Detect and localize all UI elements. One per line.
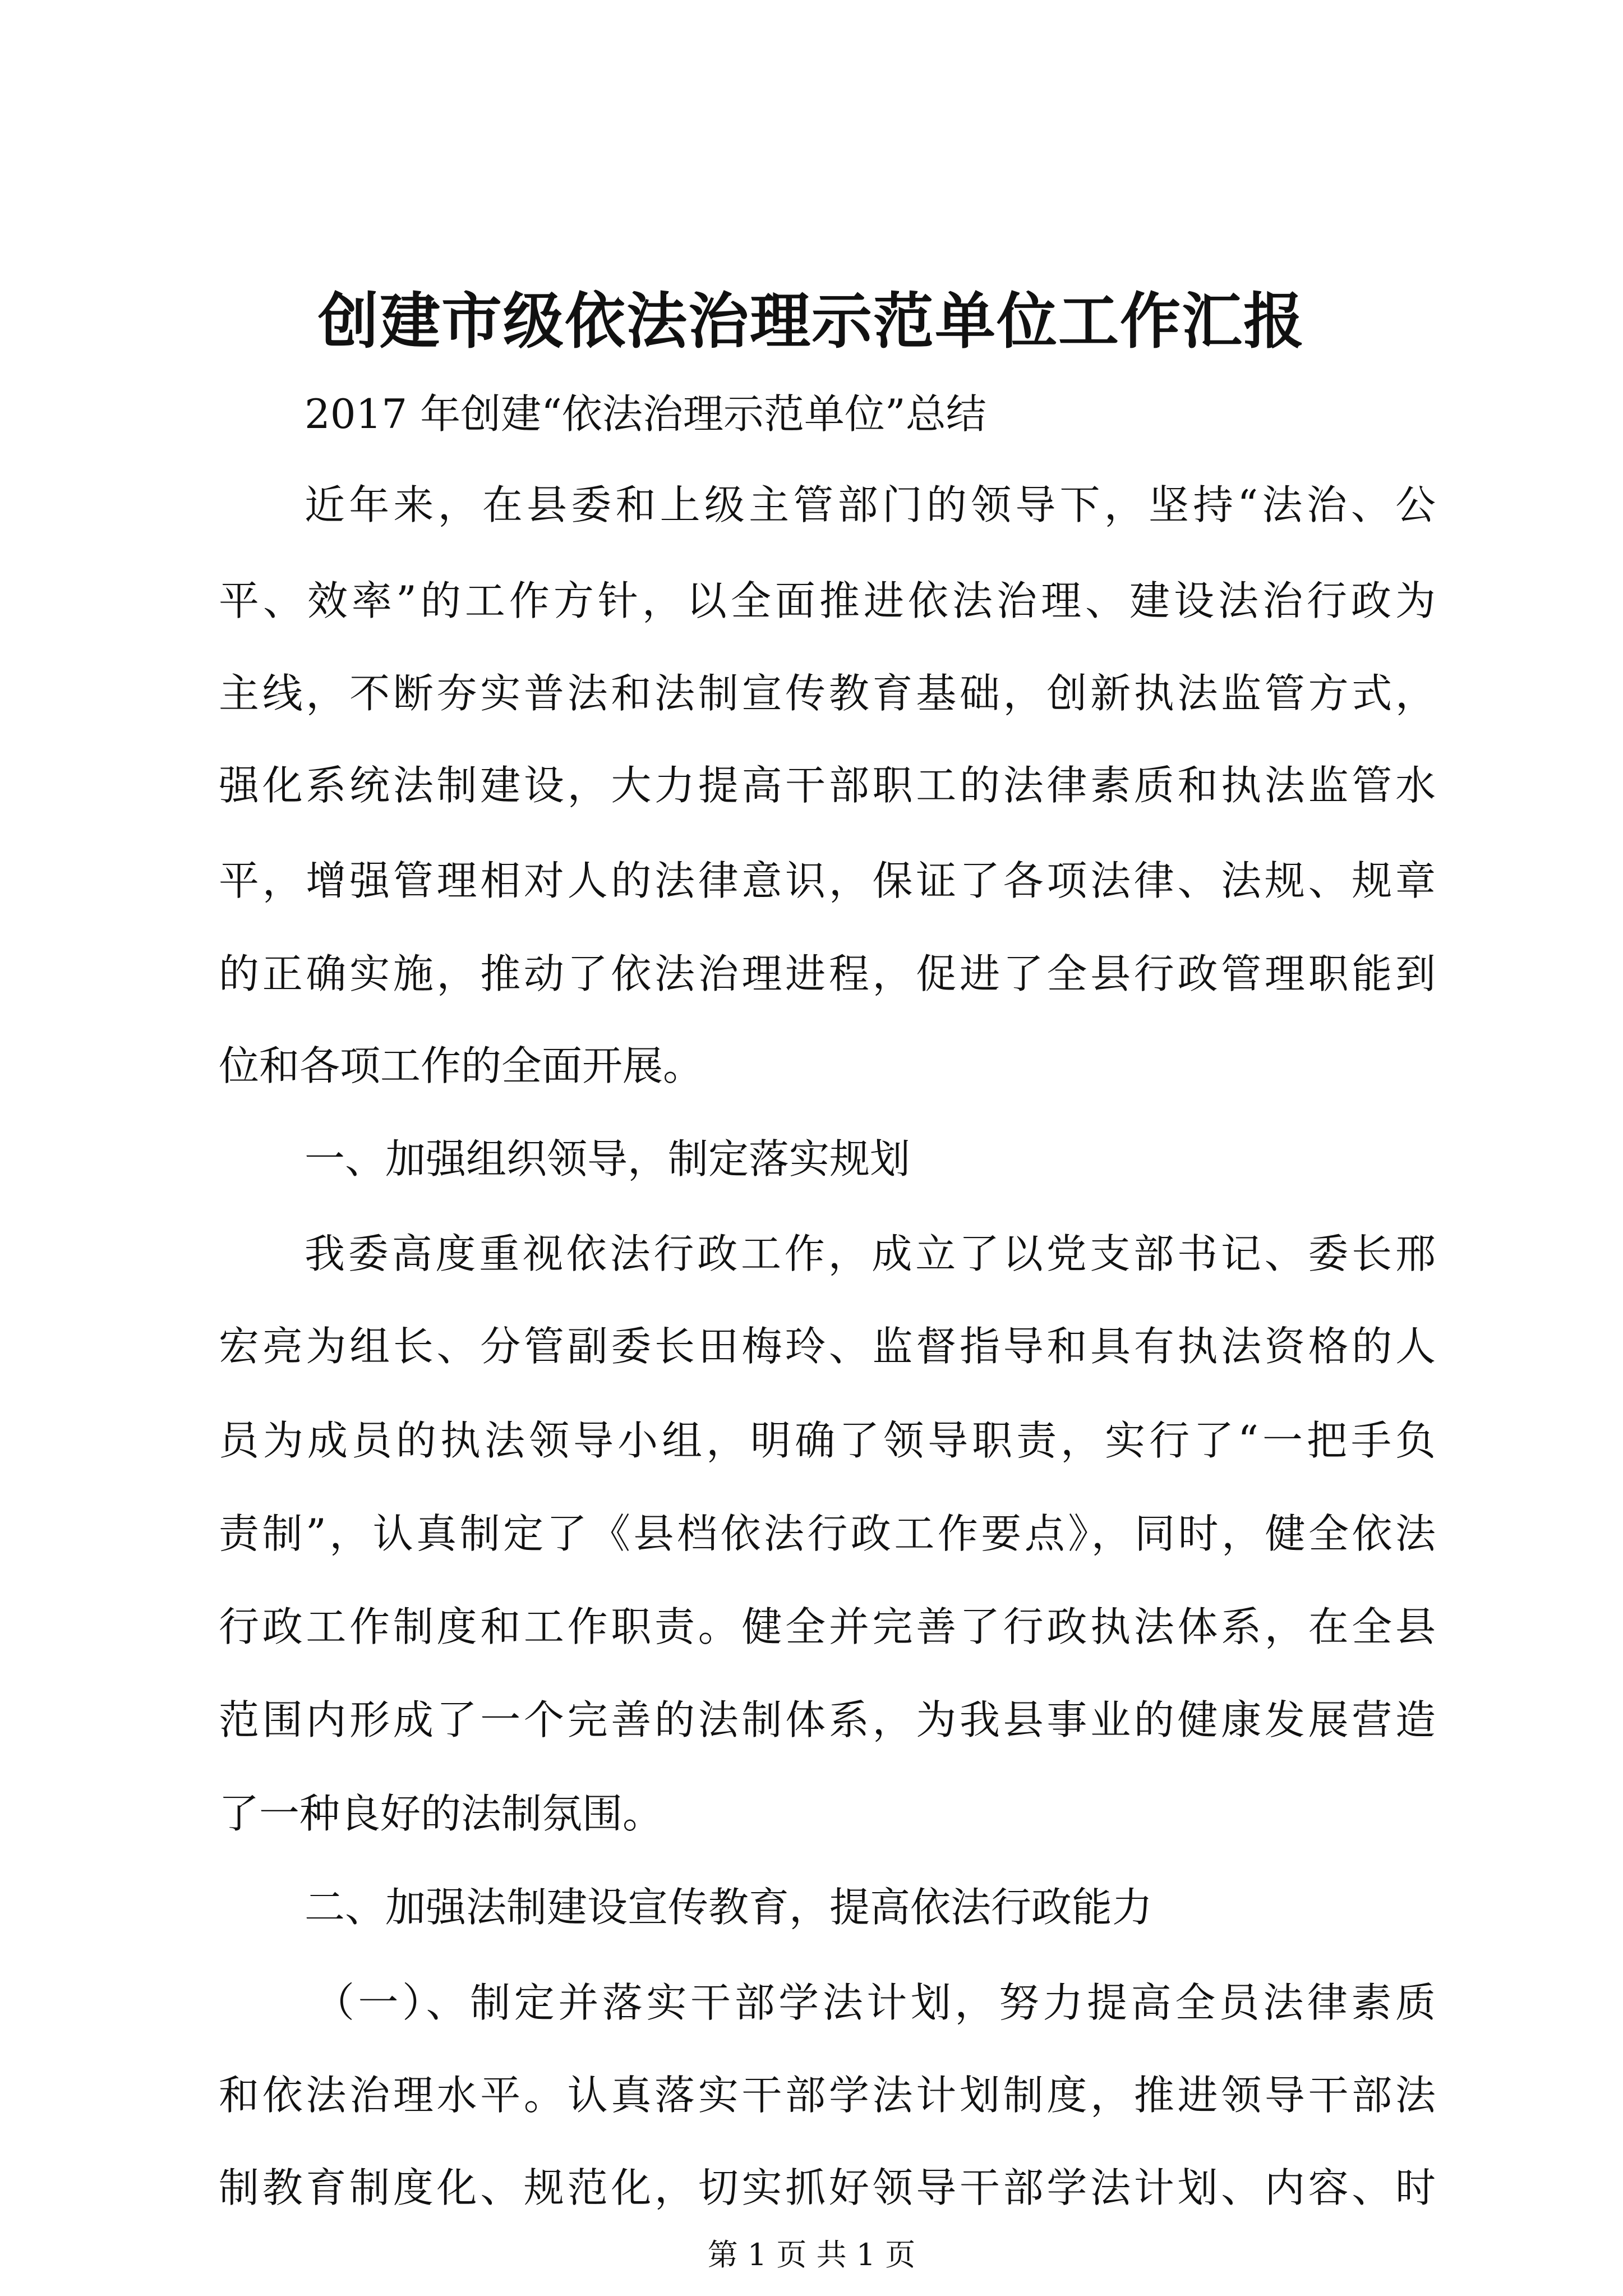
section-heading: 二、加强法制建设宣传教育，提高依法行政能力 <box>305 1884 1153 1931</box>
paragraph-line: 近年来，在县委和上级主管部门的领导下，坚持“法治、公 <box>305 481 1436 528</box>
paragraph-line: 责制”，认真制定了《县档依法行政工作要点》，同时，健全依法 <box>219 1510 1436 1557</box>
paragraph-line: 行政工作制度和工作职责。健全并完善了行政执法体系，在全县 <box>219 1603 1436 1650</box>
paragraph-line: 平，增强管理相对人的法律意识，保证了各项法律、法规、规章 <box>219 857 1436 904</box>
document-title: 创建市级依法治理示范单位工作汇报 <box>317 286 1305 357</box>
paragraph-line: 制教育制度化、规范化，切实抓好领导干部学法计划、内容、时 <box>219 2164 1436 2211</box>
paragraph-line: 主线，不断夯实普法和法制宣传教育基础，创新执法监管方式， <box>219 670 1436 717</box>
section-heading: 一、加强组织领导，制定落实规划 <box>305 1135 911 1182</box>
paragraph-line: 强化系统法制建设，大力提高干部职工的法律素质和执法监管水 <box>219 762 1436 809</box>
paragraph-line: 和依法治理水平。认真落实干部学法计划制度，推进领导干部法 <box>219 2072 1436 2119</box>
paragraph-line: （一）、制定并落实干部学法计划，努力提高全员法律素质 <box>314 1979 1436 2026</box>
page-footer: 第 1 页 共 1 页 <box>707 2237 916 2272</box>
subtitle-line: 2017 年创建“依法治理示范单位”总结 <box>305 390 986 438</box>
paragraph-line: 位和各项工作的全面开展。 <box>219 1042 704 1089</box>
paragraph-line: 的正确实施，推动了依法治理进程，促进了全县行政管理职能到 <box>219 950 1436 997</box>
paragraph-line: 我委高度重视依法行政工作，成立了以党支部书记、委长邢 <box>305 1230 1436 1277</box>
paragraph-line: 平、效率”的工作方针，以全面推进依法治理、建设法治行政为 <box>219 577 1436 624</box>
paragraph-line: 范围内形成了一个完善的法制体系，为我县事业的健康发展营造 <box>219 1696 1436 1743</box>
paragraph-line: 了一种良好的法制氛围。 <box>219 1790 663 1837</box>
paragraph-line: 员为成员的执法领导小组，明确了领导职责，实行了“一把手负 <box>219 1417 1436 1464</box>
paragraph-line: 宏亮为组长、分管副委长田梅玲、监督指导和具有执法资格的人 <box>219 1323 1436 1370</box>
